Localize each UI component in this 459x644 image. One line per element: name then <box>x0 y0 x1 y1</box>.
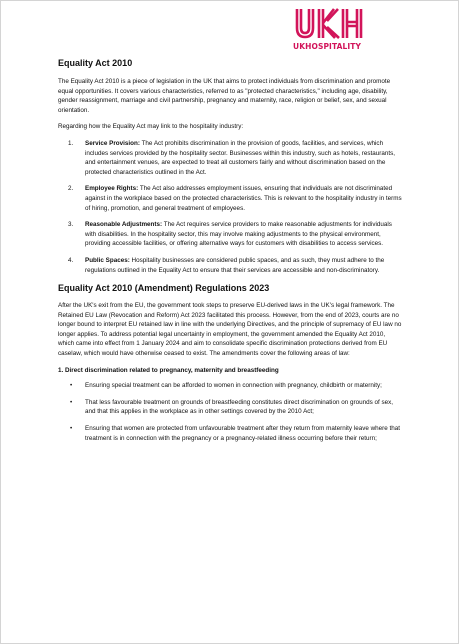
item-number: 1. <box>68 139 74 147</box>
item-number: 2. <box>68 185 74 193</box>
item-term: Public Spaces: <box>85 256 130 264</box>
bullet-item <box>58 381 402 391</box>
item-text: The Act requires service providers to make reasonable adjustments for individuals with disabilities. In the hospitality sector, this may involve making adjustments to the physical environment, providing accessible facilities, or offering alternative ways for customers with disabilities to access services. <box>85 221 392 248</box>
document-title: Equality Act 2010 <box>58 58 133 68</box>
list-item <box>58 184 402 213</box>
bullet-text: That less favourable treatment on grounds of breastfeeding constitutes direct discrimination on grounds of sex, and that this applies in the workplace as in other settings covered by the 2010 Act; <box>85 398 394 416</box>
item-number: 3. <box>68 221 74 229</box>
section-2-body: After the UK's exit from the EU, the government took steps to preserve EU-derived laws in the UK's legal framework. The Retained EU Law (Revocation and Reform) Act 2023 facilitated this process. However, from the end of 2023, courts are no longer bound to interpret EU retained law in line with the underlying Directives, and the principle of supremacy of EU law no longer applies. To address potential legal uncertainty in employment, the government amended the Equality Act 2010, which came into effect from 1 January 2024 and aim to consolidate specific discrimination protections derived from EU caselaw, which would have otherwise ceased to exist. The amendments cover the following areas of law: <box>58 302 402 358</box>
item-number: 4. <box>68 256 74 264</box>
bullet-icon: • <box>70 398 73 406</box>
bullet-icon: • <box>70 425 73 433</box>
item-text: The Act prohibits discrimination in the provision of goods, facilities, and services, which includes services provided by the hospitality sector. Businesses within this industry, such as hotels, restaurants, and entertainment venues, are expected to treat all customers fairly and without discrimination based on the protected characteristics outlined in the Act. <box>85 139 395 176</box>
item-term: Service Provision: <box>85 139 140 147</box>
item-term: Reasonable Adjustments: <box>85 221 163 229</box>
item-text: Hospitality businesses are considered public spaces, and as such, they must adhere to the regulations outlined in the Equality Act to ensure that their services are accessible and non-discriminatory. <box>85 256 385 274</box>
bullet-icon: • <box>70 382 73 390</box>
logo-wordmark: UKHOSPITALITY <box>293 42 361 51</box>
ukhospitality-logo <box>287 6 367 54</box>
bullet-list <box>58 381 402 443</box>
lead-paragraph: Regarding how the Equality Act may link to the hospitality industry: <box>58 123 244 131</box>
list-item <box>58 256 402 275</box>
bullet-text: Ensuring special treatment can be afforded to women in connection with pregnancy, childbirth or maternity; <box>85 382 382 390</box>
subheading: 1. Direct discrimination related to pregnancy, maternity and breastfeeding <box>58 366 279 374</box>
item-text: The Act also addresses employment issues, ensuring that individuals are not discriminated against in the workplace based on the protected characteristics. This is relevant to the hospitality industry in terms of hiring, promotion, and general treatment of employees. <box>85 185 402 212</box>
document-body <box>58 58 402 450</box>
bullet-item <box>58 398 402 417</box>
hospitality-link-list <box>58 139 402 275</box>
ukh-logo-mark <box>287 6 367 42</box>
bullet-text: Ensuring that women are protected from unfavourable treatment after they return from maternity leave where that treatment is in connection with the pregnancy or a pregnancy-related illness occurring before their return; <box>85 425 401 442</box>
intro-paragraph: The Equality Act 2010 is a piece of legislation in the UK that aims to protect individuals from discrimination and promote equal opportunities. It covers various characteristics, referred to as "protected characteristics," including age, disability, gender reassignment, marriage and civil partnership, pregnancy and maternity, race, religion or belief, sex, and sexual orientation. <box>58 78 391 114</box>
section-2-title: Equality Act 2010 (Amendment) Regulations 2023 <box>58 283 270 294</box>
list-item <box>58 139 402 177</box>
bullet-item <box>58 424 402 443</box>
item-term: Employee Rights: <box>85 185 139 193</box>
list-item <box>58 220 402 249</box>
